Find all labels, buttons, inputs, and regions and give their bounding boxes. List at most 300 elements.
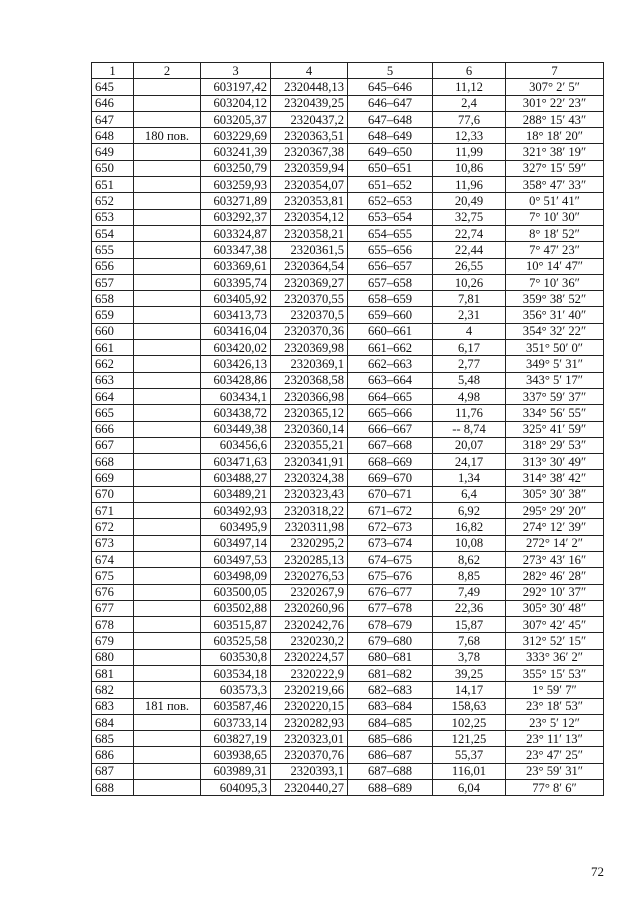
- segment-cell: 648–649: [348, 128, 433, 144]
- table-row: [92, 356, 604, 372]
- segment-cell: 654–655: [348, 225, 433, 241]
- turn-label-cell: [134, 617, 201, 633]
- point-number-cell: 674: [92, 551, 134, 567]
- y-coordinate-cell: 2320370,36: [271, 323, 348, 339]
- segment-cell: 649–650: [348, 144, 433, 160]
- table-row: [92, 665, 604, 681]
- x-coordinate-cell: 603369,61: [201, 258, 271, 274]
- segment-cell: 658–659: [348, 291, 433, 307]
- x-coordinate-cell: 603197,42: [201, 79, 271, 95]
- point-number-cell: 657: [92, 274, 134, 290]
- distance-cell: 24,17: [433, 454, 506, 470]
- point-number-cell: 659: [92, 307, 134, 323]
- x-coordinate-cell: 603241,39: [201, 144, 271, 160]
- y-coordinate-cell: 2320365,12: [271, 405, 348, 421]
- turn-label-cell: [134, 763, 201, 779]
- column-header-4: 4: [271, 63, 348, 79]
- x-coordinate-cell: 603250,79: [201, 160, 271, 176]
- point-number-cell: 678: [92, 617, 134, 633]
- bearing-cell: 354° 32′ 22″: [506, 323, 604, 339]
- distance-cell: 20,49: [433, 193, 506, 209]
- x-coordinate-cell: 603497,53: [201, 551, 271, 567]
- y-coordinate-cell: 2320242,76: [271, 617, 348, 633]
- distance-cell: 20,07: [433, 437, 506, 453]
- bearing-cell: 314° 38′ 42″: [506, 470, 604, 486]
- bearing-cell: 312° 52′ 15″: [506, 633, 604, 649]
- point-number-cell: 681: [92, 665, 134, 681]
- table-row: [92, 209, 604, 225]
- bearing-cell: 1° 59′ 7″: [506, 682, 604, 698]
- point-number-cell: 672: [92, 519, 134, 535]
- distance-cell: 55,37: [433, 747, 506, 763]
- bearing-cell: 23° 11′ 13″: [506, 731, 604, 747]
- y-coordinate-cell: 2320440,27: [271, 780, 348, 796]
- table-row: [92, 274, 604, 290]
- turn-label-cell: 180 пов.: [134, 128, 201, 144]
- distance-cell: 2,31: [433, 307, 506, 323]
- turn-label-cell: [134, 160, 201, 176]
- table-row: [92, 307, 604, 323]
- x-coordinate-cell: 603426,13: [201, 356, 271, 372]
- turn-label-cell: [134, 177, 201, 193]
- segment-cell: 678–679: [348, 617, 433, 633]
- point-number-cell: 662: [92, 356, 134, 372]
- bearing-cell: 337° 59′ 37″: [506, 388, 604, 404]
- y-coordinate-cell: 2320370,5: [271, 307, 348, 323]
- table-row: [92, 242, 604, 258]
- segment-cell: 675–676: [348, 568, 433, 584]
- segment-cell: 685–686: [348, 731, 433, 747]
- x-coordinate-cell: 603292,37: [201, 209, 271, 225]
- segment-cell: 682–683: [348, 682, 433, 698]
- x-coordinate-cell: 603530,8: [201, 649, 271, 665]
- point-number-cell: 658: [92, 291, 134, 307]
- y-coordinate-cell: 2320359,94: [271, 160, 348, 176]
- y-coordinate-cell: 2320282,93: [271, 714, 348, 730]
- bearing-cell: 359° 38′ 52″: [506, 291, 604, 307]
- bearing-cell: 18° 18′ 20″: [506, 128, 604, 144]
- bearing-cell: 301° 22′ 23″: [506, 95, 604, 111]
- segment-cell: 670–671: [348, 486, 433, 502]
- distance-cell: 7,68: [433, 633, 506, 649]
- y-coordinate-cell: 2320363,51: [271, 128, 348, 144]
- turn-label-cell: [134, 470, 201, 486]
- distance-cell: 22,74: [433, 225, 506, 241]
- x-coordinate-cell: 603347,38: [201, 242, 271, 258]
- point-number-cell: 665: [92, 405, 134, 421]
- x-coordinate-cell: 603405,92: [201, 291, 271, 307]
- distance-cell: 6,04: [433, 780, 506, 796]
- distance-cell: 3,78: [433, 649, 506, 665]
- point-number-cell: 683: [92, 698, 134, 714]
- turn-label-cell: [134, 665, 201, 681]
- distance-cell: 16,82: [433, 519, 506, 535]
- distance-cell: -- 8,74: [433, 421, 506, 437]
- point-number-cell: 650: [92, 160, 134, 176]
- segment-cell: 663–664: [348, 372, 433, 388]
- table-header-row: [92, 63, 604, 79]
- y-coordinate-cell: 2320323,01: [271, 731, 348, 747]
- distance-cell: 22,36: [433, 600, 506, 616]
- y-coordinate-cell: 2320354,07: [271, 177, 348, 193]
- point-number-cell: 651: [92, 177, 134, 193]
- distance-cell: 102,25: [433, 714, 506, 730]
- y-coordinate-cell: 2320360,14: [271, 421, 348, 437]
- distance-cell: 4,98: [433, 388, 506, 404]
- segment-cell: 681–682: [348, 665, 433, 681]
- table-row: [92, 584, 604, 600]
- distance-cell: 26,55: [433, 258, 506, 274]
- y-coordinate-cell: 2320230,2: [271, 633, 348, 649]
- y-coordinate-cell: 2320370,76: [271, 747, 348, 763]
- y-coordinate-cell: 2320369,1: [271, 356, 348, 372]
- segment-cell: 662–663: [348, 356, 433, 372]
- table-row: [92, 698, 604, 714]
- table-row: [92, 568, 604, 584]
- turn-label-cell: [134, 714, 201, 730]
- turn-label-cell: [134, 372, 201, 388]
- segment-cell: 680–681: [348, 649, 433, 665]
- segment-cell: 664–665: [348, 388, 433, 404]
- segment-cell: 666–667: [348, 421, 433, 437]
- segment-cell: 655–656: [348, 242, 433, 258]
- table-row: [92, 177, 604, 193]
- point-number-cell: 654: [92, 225, 134, 241]
- table-row: [92, 649, 604, 665]
- turn-label-cell: [134, 307, 201, 323]
- turn-label-cell: [134, 356, 201, 372]
- turn-label-cell: [134, 568, 201, 584]
- distance-cell: 10,08: [433, 535, 506, 551]
- segment-cell: 660–661: [348, 323, 433, 339]
- bearing-cell: 274° 12′ 39″: [506, 519, 604, 535]
- bearing-cell: 327° 15′ 59″: [506, 160, 604, 176]
- table-row: [92, 486, 604, 502]
- x-coordinate-cell: 603420,02: [201, 340, 271, 356]
- x-coordinate-cell: 603502,88: [201, 600, 271, 616]
- point-number-cell: 655: [92, 242, 134, 258]
- point-number-cell: 688: [92, 780, 134, 796]
- x-coordinate-cell: 603416,04: [201, 323, 271, 339]
- point-number-cell: 666: [92, 421, 134, 437]
- y-coordinate-cell: 2320369,98: [271, 340, 348, 356]
- x-coordinate-cell: 603413,73: [201, 307, 271, 323]
- distance-cell: 14,17: [433, 682, 506, 698]
- bearing-cell: 333° 36′ 2″: [506, 649, 604, 665]
- x-coordinate-cell: 603428,86: [201, 372, 271, 388]
- segment-cell: 674–675: [348, 551, 433, 567]
- x-coordinate-cell: 603471,63: [201, 454, 271, 470]
- bearing-cell: 8° 18′ 52″: [506, 225, 604, 241]
- segment-cell: 671–672: [348, 503, 433, 519]
- table-row: [92, 193, 604, 209]
- turn-label-cell: [134, 584, 201, 600]
- point-number-cell: 677: [92, 600, 134, 616]
- y-coordinate-cell: 2320368,58: [271, 372, 348, 388]
- point-number-cell: 669: [92, 470, 134, 486]
- segment-cell: 667–668: [348, 437, 433, 453]
- bearing-cell: 273° 43′ 16″: [506, 551, 604, 567]
- point-number-cell: 670: [92, 486, 134, 502]
- bearing-cell: 358° 47′ 33″: [506, 177, 604, 193]
- point-number-cell: 664: [92, 388, 134, 404]
- table-row: [92, 291, 604, 307]
- y-coordinate-cell: 2320366,98: [271, 388, 348, 404]
- bearing-cell: 355° 15′ 53″: [506, 665, 604, 681]
- distance-cell: 32,75: [433, 209, 506, 225]
- x-coordinate-cell: 603492,93: [201, 503, 271, 519]
- point-number-cell: 646: [92, 95, 134, 111]
- turn-label-cell: [134, 633, 201, 649]
- turn-label-cell: [134, 258, 201, 274]
- x-coordinate-cell: 603434,1: [201, 388, 271, 404]
- x-coordinate-cell: 603438,72: [201, 405, 271, 421]
- point-number-cell: 686: [92, 747, 134, 763]
- bearing-cell: 7° 10′ 36″: [506, 274, 604, 290]
- bearing-cell: 305° 30′ 38″: [506, 486, 604, 502]
- turn-label-cell: [134, 486, 201, 502]
- bearing-cell: 307° 42′ 45″: [506, 617, 604, 633]
- bearing-cell: 10° 14′ 47″: [506, 258, 604, 274]
- table-row: [92, 405, 604, 421]
- segment-cell: 684–685: [348, 714, 433, 730]
- point-number-cell: 667: [92, 437, 134, 453]
- turn-label-cell: [134, 291, 201, 307]
- distance-cell: 6,92: [433, 503, 506, 519]
- segment-cell: 687–688: [348, 763, 433, 779]
- x-coordinate-cell: 603205,37: [201, 111, 271, 127]
- bearing-cell: 282° 46′ 28″: [506, 568, 604, 584]
- distance-cell: 10,26: [433, 274, 506, 290]
- column-header-2: 2: [134, 63, 201, 79]
- segment-cell: 688–689: [348, 780, 433, 796]
- turn-label-cell: 181 пов.: [134, 698, 201, 714]
- bearing-cell: 343° 5′ 17″: [506, 372, 604, 388]
- table-row: [92, 519, 604, 535]
- bearing-cell: 7° 47′ 23″: [506, 242, 604, 258]
- y-coordinate-cell: 2320353,81: [271, 193, 348, 209]
- turn-label-cell: [134, 144, 201, 160]
- x-coordinate-cell: 603259,93: [201, 177, 271, 193]
- segment-cell: 647–648: [348, 111, 433, 127]
- segment-cell: 665–666: [348, 405, 433, 421]
- point-number-cell: 673: [92, 535, 134, 551]
- x-coordinate-cell: 603534,18: [201, 665, 271, 681]
- x-coordinate-cell: 603395,74: [201, 274, 271, 290]
- y-coordinate-cell: 2320358,21: [271, 225, 348, 241]
- table-row: [92, 682, 604, 698]
- turn-label-cell: [134, 323, 201, 339]
- bearing-cell: 23° 5′ 12″: [506, 714, 604, 730]
- distance-cell: 11,76: [433, 405, 506, 421]
- turn-label-cell: [134, 340, 201, 356]
- distance-cell: 39,25: [433, 665, 506, 681]
- y-coordinate-cell: 2320220,15: [271, 698, 348, 714]
- segment-cell: 652–653: [348, 193, 433, 209]
- distance-cell: 4: [433, 323, 506, 339]
- segment-cell: 676–677: [348, 584, 433, 600]
- distance-cell: 11,12: [433, 79, 506, 95]
- y-coordinate-cell: 2320219,66: [271, 682, 348, 698]
- table-row: [92, 633, 604, 649]
- distance-cell: 15,87: [433, 617, 506, 633]
- table-row: [92, 160, 604, 176]
- point-number-cell: 645: [92, 79, 134, 95]
- y-coordinate-cell: 2320448,13: [271, 79, 348, 95]
- segment-cell: 646–647: [348, 95, 433, 111]
- y-coordinate-cell: 2320341,91: [271, 454, 348, 470]
- y-coordinate-cell: 2320276,53: [271, 568, 348, 584]
- segment-cell: 659–660: [348, 307, 433, 323]
- turn-label-cell: [134, 421, 201, 437]
- bearing-cell: 7° 10′ 30″: [506, 209, 604, 225]
- table-row: [92, 470, 604, 486]
- bearing-cell: 334° 56′ 55″: [506, 405, 604, 421]
- bearing-cell: 307° 2′ 5″: [506, 79, 604, 95]
- distance-cell: 7,49: [433, 584, 506, 600]
- distance-cell: 7,81: [433, 291, 506, 307]
- segment-cell: 673–674: [348, 535, 433, 551]
- point-number-cell: 685: [92, 731, 134, 747]
- segment-cell: 653–654: [348, 209, 433, 225]
- distance-cell: 8,85: [433, 568, 506, 584]
- distance-cell: 1,34: [433, 470, 506, 486]
- y-coordinate-cell: 2320295,2: [271, 535, 348, 551]
- turn-label-cell: [134, 600, 201, 616]
- x-coordinate-cell: 603525,58: [201, 633, 271, 649]
- table-row: [92, 747, 604, 763]
- segment-cell: 661–662: [348, 340, 433, 356]
- segment-cell: 645–646: [348, 79, 433, 95]
- point-number-cell: 660: [92, 323, 134, 339]
- point-number-cell: 682: [92, 682, 134, 698]
- turn-label-cell: [134, 747, 201, 763]
- turn-label-cell: [134, 193, 201, 209]
- point-number-cell: 675: [92, 568, 134, 584]
- x-coordinate-cell: 603498,09: [201, 568, 271, 584]
- bearing-cell: 77° 8′ 6″: [506, 780, 604, 796]
- turn-label-cell: [134, 274, 201, 290]
- x-coordinate-cell: 603495,9: [201, 519, 271, 535]
- table-row: [92, 437, 604, 453]
- y-coordinate-cell: 2320324,38: [271, 470, 348, 486]
- y-coordinate-cell: 2320361,5: [271, 242, 348, 258]
- point-number-cell: 661: [92, 340, 134, 356]
- distance-cell: 10,86: [433, 160, 506, 176]
- segment-cell: 657–658: [348, 274, 433, 290]
- point-number-cell: 671: [92, 503, 134, 519]
- x-coordinate-cell: 604095,3: [201, 780, 271, 796]
- table-row: [92, 454, 604, 470]
- x-coordinate-cell: 603489,21: [201, 486, 271, 502]
- turn-label-cell: [134, 242, 201, 258]
- coordinates-table: [91, 62, 604, 796]
- bearing-cell: 23° 59′ 31″: [506, 763, 604, 779]
- bearing-cell: 321° 38′ 19″: [506, 144, 604, 160]
- turn-label-cell: [134, 454, 201, 470]
- bearing-cell: 288° 15′ 43″: [506, 111, 604, 127]
- y-coordinate-cell: 2320393,1: [271, 763, 348, 779]
- x-coordinate-cell: 603456,6: [201, 437, 271, 453]
- table-row: [92, 225, 604, 241]
- table-row: [92, 617, 604, 633]
- distance-cell: 121,25: [433, 731, 506, 747]
- table-row: [92, 763, 604, 779]
- coordinates-table-wrapper: [91, 62, 603, 796]
- turn-label-cell: [134, 388, 201, 404]
- y-coordinate-cell: 2320355,21: [271, 437, 348, 453]
- distance-cell: 22,44: [433, 242, 506, 258]
- bearing-cell: 292° 10′ 37″: [506, 584, 604, 600]
- y-coordinate-cell: 2320323,43: [271, 486, 348, 502]
- y-coordinate-cell: 2320367,38: [271, 144, 348, 160]
- distance-cell: 6,4: [433, 486, 506, 502]
- turn-label-cell: [134, 95, 201, 111]
- x-coordinate-cell: 603827,19: [201, 731, 271, 747]
- x-coordinate-cell: 603229,69: [201, 128, 271, 144]
- distance-cell: 77,6: [433, 111, 506, 127]
- y-coordinate-cell: 2320354,12: [271, 209, 348, 225]
- point-number-cell: 668: [92, 454, 134, 470]
- column-header-5: 5: [348, 63, 433, 79]
- segment-cell: 677–678: [348, 600, 433, 616]
- turn-label-cell: [134, 79, 201, 95]
- point-number-cell: 663: [92, 372, 134, 388]
- table-row: [92, 340, 604, 356]
- y-coordinate-cell: 2320224,57: [271, 649, 348, 665]
- bearing-cell: 356° 31′ 40″: [506, 307, 604, 323]
- y-coordinate-cell: 2320437,2: [271, 111, 348, 127]
- x-coordinate-cell: 603573,3: [201, 682, 271, 698]
- turn-label-cell: [134, 731, 201, 747]
- turn-label-cell: [134, 519, 201, 535]
- y-coordinate-cell: 2320222,9: [271, 665, 348, 681]
- bearing-cell: 313° 30′ 49″: [506, 454, 604, 470]
- x-coordinate-cell: 603500,05: [201, 584, 271, 600]
- turn-label-cell: [134, 209, 201, 225]
- turn-label-cell: [134, 405, 201, 421]
- segment-cell: 669–670: [348, 470, 433, 486]
- distance-cell: 116,01: [433, 763, 506, 779]
- y-coordinate-cell: 2320311,98: [271, 519, 348, 535]
- table-row: [92, 731, 604, 747]
- x-coordinate-cell: 603938,65: [201, 747, 271, 763]
- y-coordinate-cell: 2320267,9: [271, 584, 348, 600]
- table-row: [92, 144, 604, 160]
- distance-cell: 158,63: [433, 698, 506, 714]
- segment-cell: 686–687: [348, 747, 433, 763]
- table-row: [92, 600, 604, 616]
- column-header-3: 3: [201, 63, 271, 79]
- x-coordinate-cell: 603488,27: [201, 470, 271, 486]
- table-row: [92, 780, 604, 796]
- point-number-cell: 649: [92, 144, 134, 160]
- point-number-cell: 647: [92, 111, 134, 127]
- point-number-cell: 676: [92, 584, 134, 600]
- point-number-cell: 680: [92, 649, 134, 665]
- x-coordinate-cell: 603324,87: [201, 225, 271, 241]
- distance-cell: 8,62: [433, 551, 506, 567]
- table-row: [92, 323, 604, 339]
- distance-cell: 5,48: [433, 372, 506, 388]
- bearing-cell: 295° 29′ 20″: [506, 503, 604, 519]
- distance-cell: 12,33: [433, 128, 506, 144]
- y-coordinate-cell: 2320285,13: [271, 551, 348, 567]
- turn-label-cell: [134, 503, 201, 519]
- turn-label-cell: [134, 437, 201, 453]
- point-number-cell: 653: [92, 209, 134, 225]
- y-coordinate-cell: 2320260,96: [271, 600, 348, 616]
